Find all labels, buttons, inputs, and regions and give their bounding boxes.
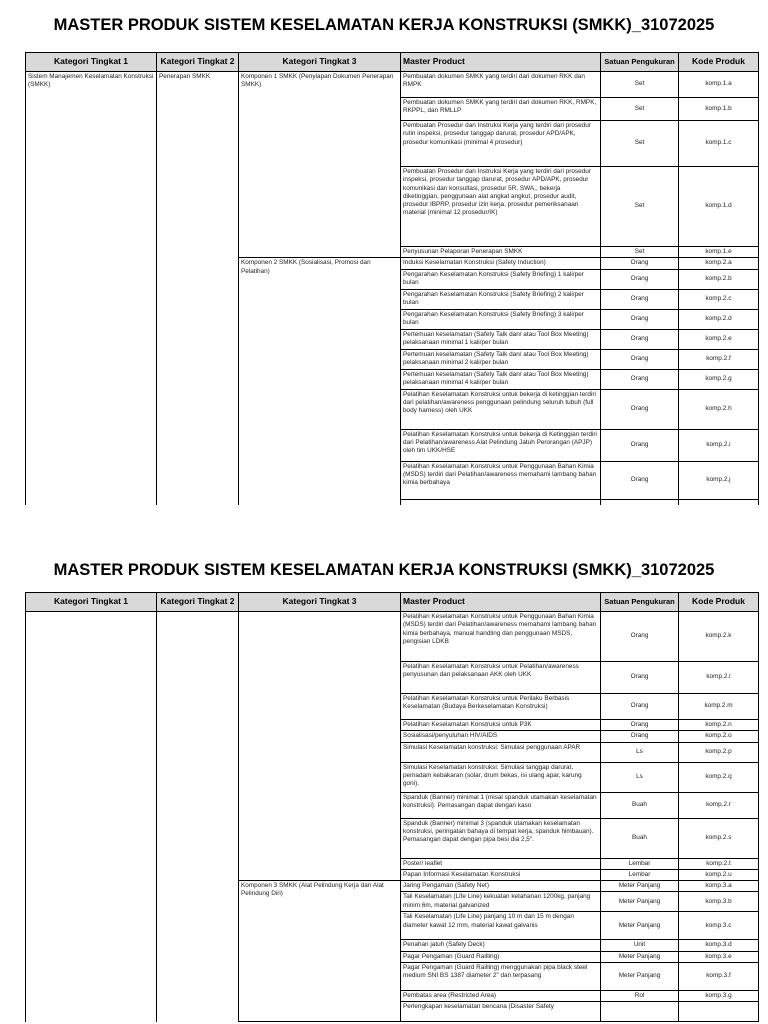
- cell-unit: Buah: [601, 818, 679, 858]
- cell-unit: Rol: [601, 991, 679, 1002]
- cell-product: Sosialisasi/penyuluhan HIV/AIDS: [401, 731, 601, 742]
- cell-product: Penyusunan Pelaporan Penerapan SMKK: [401, 247, 601, 258]
- cell-code: komp.3.b: [679, 892, 759, 912]
- header-code: Kode Produk: [679, 53, 759, 72]
- cell-product: Pelatihan Keselamatan Konstruksi untuk P3K: [401, 720, 601, 731]
- cell-product: Papan Informasi Keselamatan Konstruksi: [401, 869, 601, 880]
- cell-product: Pembuatan dokumen SMKK yang terdiri dari dokumen RKK dan RMPK: [401, 72, 601, 98]
- cell-code: komp.2.f: [679, 349, 759, 369]
- product-table: [25, 592, 759, 1022]
- cell-product: Spanduk (Banner) minimal 1 (misal spanduk utamakan keselamatan konstruksi). Pemasangan dapat dengan kaso: [401, 792, 601, 818]
- cell-product: Pengarahan Keselamatan Konstruksi (Safety Briefing) 1 kali/per bulan: [401, 269, 601, 289]
- cell-code: komp.1.d: [679, 167, 759, 247]
- cell-unit: Orang: [601, 720, 679, 731]
- cell-unit: Ls: [601, 742, 679, 762]
- cell-unit: Orang: [601, 349, 679, 369]
- cell-code: komp.2.i: [679, 429, 759, 461]
- header-cat2: Kategori Tingkat 2: [157, 53, 239, 72]
- cell-product: Pelatihan Keselamatan Konstruksi untuk bekerja di Ketinggian terdiri dari Pelatihan/awareness Alat Pelindung Jatuh Perorangan (APJP) oleh tim UKK/HSE: [401, 429, 601, 461]
- cell-product: Pertemuan keselamatan (Safety Talk dan/ atau Tool Box Meeting) pelaksanaan minimal 1 kali/per bulan: [401, 329, 601, 349]
- table-row: [26, 612, 759, 662]
- cell-code: [679, 1002, 759, 1022]
- page-title: MASTER PRODUK SISTEM KESELAMATAN KERJA KONSTRUKSI (SMKK)_31072025: [53, 16, 715, 34]
- cell-code: komp.3.c: [679, 912, 759, 940]
- cell-code: komp.1.e: [679, 247, 759, 258]
- header-unit: Satuan Pengukuran: [601, 53, 679, 72]
- cell-unit: Orang: [601, 329, 679, 349]
- cell-unit: Set: [601, 72, 679, 98]
- header-product: Master Product: [401, 593, 601, 612]
- header-cat1: Kategori Tingkat 1: [26, 53, 157, 72]
- cell-code: komp.2.h: [679, 389, 759, 429]
- cell-code: komp.2.m: [679, 694, 759, 720]
- cell-unit: Orang: [601, 309, 679, 329]
- cell-unit: Meter Panjang: [601, 881, 679, 892]
- cell-unit: Orang: [601, 289, 679, 309]
- cell-code: komp.3.d: [679, 940, 759, 951]
- cell-code: komp.2.p: [679, 742, 759, 762]
- cell-cat3: Komponen 1 SMKK (Penyiapan Dokumen Penerapan SMKK): [239, 72, 401, 258]
- table-header-row: [26, 593, 759, 612]
- cell-cat1: Sistem Manajemen Keselamatan Konstruksi (SMKK): [26, 72, 157, 506]
- cell-unit: Set: [601, 121, 679, 167]
- cell-product: Pertemuan keselamatan (Safety Talk dan/ atau Tool Box Meeting) pelaksanaan minimal 4 kali/per bulan: [401, 369, 601, 389]
- cell-unit: Meter Panjang: [601, 892, 679, 912]
- cell-product: Simulasi Keselamatan konstruksi: Simulasi tanggap darurat, pemadam kebakaran (solar, drum bekas, isi ulang apar, karung goni).: [401, 762, 601, 792]
- cell-code: komp.2.b: [679, 269, 759, 289]
- cell-unit: Orang: [601, 258, 679, 269]
- cell-product: Tali Keselamatan (Life Line) kekuatan ketahanan 1200kg, panjang minim 6m, material galvanized: [401, 892, 601, 912]
- cell-code: komp.2.l: [679, 662, 759, 694]
- header-product: Master Product: [401, 53, 601, 72]
- cell-unit: [601, 499, 679, 505]
- cell-unit: Buah: [601, 792, 679, 818]
- cell-unit: Orang: [601, 662, 679, 694]
- cell-code: [679, 499, 759, 505]
- cell-cat2: Penerapan SMKK: [157, 72, 239, 506]
- cell-unit: Unit: [601, 940, 679, 951]
- cell-product: Pelatihan Keselamatan Konstruksi untuk bekerja di ketinggian terdiri dari pelatihan/awareness penggunaan pelindung seluruh tubuh (full body harness) oleh UKK: [401, 389, 601, 429]
- cell-unit: Orang: [601, 461, 679, 499]
- sheet-page-2: [0, 548, 768, 1024]
- cell-product: Pelatihan Keselamatan Konstruksi untuk Penggunaan Bahan Kimia (MSDS) terdiri dari Pelatihan/awareness memahami lambang bahan kimia berbahaya: [401, 461, 601, 499]
- cell-unit: Orang: [601, 612, 679, 662]
- cell-cat3: [239, 612, 401, 881]
- cell-unit: Set: [601, 247, 679, 258]
- cell-code: komp.2.e: [679, 329, 759, 349]
- cell-product: Penahan jatuh (Safety Deck): [401, 940, 601, 951]
- cell-code: komp.2.t: [679, 858, 759, 869]
- cell-code: komp.1.c: [679, 121, 759, 167]
- cell-unit: Set: [601, 167, 679, 247]
- cell-unit: Orang: [601, 694, 679, 720]
- cell-unit: Set: [601, 98, 679, 121]
- cell-cat3: Komponen 2 SMKK (Sosialisasi, Promosi dan Pelatihan): [239, 258, 401, 505]
- page-separator: [0, 513, 768, 540]
- cell-unit: Orang: [601, 269, 679, 289]
- cell-unit: Orang: [601, 369, 679, 389]
- cell-product: Perlengkapan keselamatan bencana (Disaster Safety: [401, 1002, 601, 1022]
- sheet-page-1: [0, 0, 768, 505]
- cell-code: komp.1.a: [679, 72, 759, 98]
- cell-code: komp.2.o: [679, 731, 759, 742]
- header-code: Kode Produk: [679, 593, 759, 612]
- cell-product: Pengarahan Keselamatan Konstruksi (Safety Briefing) 2 kali/per bulan: [401, 289, 601, 309]
- cell-product: Pelatihan Keselamatan Konstruksi untuk Perilaku Berbasis Keselamatan (Budaya Berkeselamatan Konstruksi): [401, 694, 601, 720]
- cell-code: komp.3.e: [679, 951, 759, 962]
- cell-code: komp.2.g: [679, 369, 759, 389]
- table-row: [26, 72, 759, 98]
- cell-product: Pembuatan Prosedur dan Instruksi Kerja yang terdiri dari prosedur rutin inspeksi, prosedur tanggap darurat, prosedur APD/APK, prosedur komunikasi (minimal 4 prosedur): [401, 121, 601, 167]
- cell-unit: Meter Panjang: [601, 912, 679, 940]
- cell-unit: Meter Panjang: [601, 963, 679, 991]
- cell-unit: Ls: [601, 762, 679, 792]
- cell-product: Pelatihan Keselamatan Konstruksi untuk Pelatihan/awareness penyusunan dan pelaksanaan AKK oleh UKK: [401, 662, 601, 694]
- cell-product: Pembatas area (Restricted Area): [401, 991, 601, 1002]
- cell-unit: Meter Panjang: [601, 951, 679, 962]
- cell-product: Pertemuan keselamatan (Safety Talk dan/ atau Tool Box Meeting) pelaksanaan minimal 2 kali/per bulan: [401, 349, 601, 369]
- cell-product: Simulasi Keselamatan konstruksi: Simulasi penggunaan APAR: [401, 742, 601, 762]
- header-unit: Satuan Pengukuran: [601, 593, 679, 612]
- cell-cat2: [157, 612, 239, 1022]
- cell-code: komp.2.a: [679, 258, 759, 269]
- cell-unit: Orang: [601, 389, 679, 429]
- cell-unit: Lembar: [601, 858, 679, 869]
- header-cat3: Kategori Tingkat 3: [239, 593, 401, 612]
- page-title: MASTER PRODUK SISTEM KESELAMATAN KERJA KONSTRUKSI (SMKK)_31072025: [53, 561, 715, 579]
- cell-unit: [601, 1002, 679, 1022]
- cell-product: Pengarahan Keselamatan Konstruksi (Safety Briefing) 3 kali/per bulan: [401, 309, 601, 329]
- cell-product: Tali Keselamatan (Life Line) panjang 10 m dan 15 m dengan diameter kawat 12 mm, material kawat galvanis: [401, 912, 601, 940]
- cell-product: Spanduk (Banner) minimal 3 (spanduk utamakan keselamatan konstruksi, peringatan bahaya di tempat kerja, spanduk himbauan). Pemasangan dapat dengan pipa besi dia 2,5".: [401, 818, 601, 858]
- cell-cat3: Komponen 3 SMKK (Alat Pelindung Kerja dan Alat Pelindung Diri): [239, 881, 401, 1022]
- cell-unit: Orang: [601, 429, 679, 461]
- cell-code: komp.2.d: [679, 309, 759, 329]
- cell-code: komp.2.k: [679, 612, 759, 662]
- cell-product: Pembuatan dokumen SMKK yang terdiri dari dokumen RKK, RMPK, RKPPL, dan RMLLP: [401, 98, 601, 121]
- cell-cat1: [26, 612, 157, 1022]
- table-header-row: [26, 53, 759, 72]
- cell-product: Pagar Pengaman (Guard Railling) menggunakan pipa black steel medium SNI BS 1387 diameter 2" dan terpasang: [401, 963, 601, 991]
- cell-product: Pagar Pengaman (Guard Railling): [401, 951, 601, 962]
- cell-unit: Lembar: [601, 869, 679, 880]
- header-cat3: Kategori Tingkat 3: [239, 53, 401, 72]
- header-cat1: Kategori Tingkat 1: [26, 593, 157, 612]
- cell-code: komp.2.u: [679, 869, 759, 880]
- cell-product: Jaring Pengaman (Safety Net): [401, 881, 601, 892]
- cell-code: komp.2.n: [679, 720, 759, 731]
- cell-product: Poster/ leaflet: [401, 858, 601, 869]
- cell-product: [401, 499, 601, 505]
- cell-code: komp.3.g: [679, 991, 759, 1002]
- cell-code: komp.2.q: [679, 762, 759, 792]
- cell-unit: Orang: [601, 731, 679, 742]
- cell-product: Pelatihan Keselamatan Konstruksi untuk Penggunaan Bahan Kimia (MSDS) terdiri dari Pelatihan/awareness memahami lambang bahan kimia berbahaya, manual handling dan penggunaan MSDS, pengisian LDKB: [401, 612, 601, 662]
- cell-code: komp.3.f: [679, 963, 759, 991]
- cell-code: komp.1.b: [679, 98, 759, 121]
- cell-code: komp.2.c: [679, 289, 759, 309]
- cell-code: komp.3.a: [679, 881, 759, 892]
- cell-code: komp.2.r: [679, 792, 759, 818]
- cell-product: Induksi Keselamatan Konstruksi (Safety Induction): [401, 258, 601, 269]
- header-cat2: Kategori Tingkat 2: [157, 593, 239, 612]
- cell-product: Pembuatan Prosedur dan Instruksi Kerja yang terdiri dari prosedur inspeksi, prosedur tanggap darurat, prosedur APD/APK, prosedur komunikasi dan konsultasi, prosedur 5R, SWA,, bekerja diketinggian, penggunaan alat angkat angkut, prosedur audit, prosedur IBPRP, prosedur izin kerja, prosedur pemeriksanaan material (minimal 12 prosedur/IK): [401, 167, 601, 247]
- cell-code: komp.2.s: [679, 818, 759, 858]
- product-table: [25, 52, 759, 505]
- cell-code: komp.2.j: [679, 461, 759, 499]
